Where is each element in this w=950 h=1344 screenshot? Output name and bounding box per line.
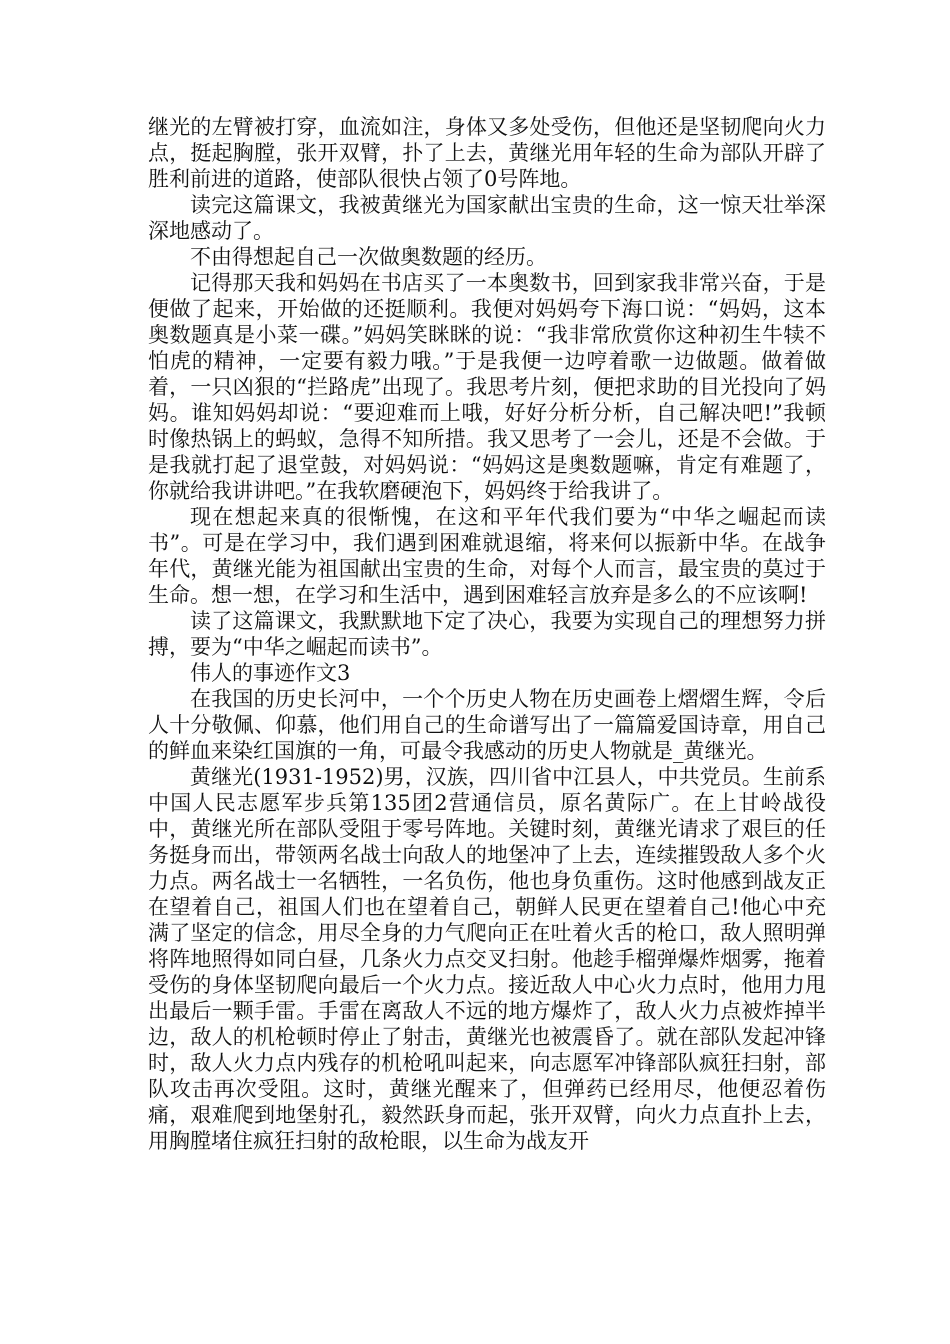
paragraph-3: 不由得想起自己一次做奥数题的经历。 [190, 245, 547, 269]
paragraph-6: 读了这篇课文，我默默地下定了决心，我要为实现自己的理想努力拼搏，要为“中华之崛起而读书”。 [148, 609, 826, 659]
paragraph-4: 记得那天我和妈妈在书店买了一本奥数书，回到家我非常兴奋，于是便做了起来，开始做的还挺顺利。我便对妈妈夸下海口说：“妈妈，这本奥数题真是小菜一碟。”妈妈笑眯眯的说：“我非常欣赏你这种初生牛犊不怕虎的精神，一定要有毅力哦。”于是我便一边哼着歌一边做题。做着做着，一只凶狠的“拦路虎”出现了。我思考片刻，便把求助的目光投向了妈妈。谁知妈妈却说：“要迎难而上哦，好好分析分析，自己解决吧!”我顿时像热锅上的蚂蚁，急得不知所措。我又思考了一会儿，还是不会做。于是我就打起了退堂鼓，对妈妈说：“妈妈这是奥数题嘛，肯定有难题了，你就给我讲讲吧。”在我软磨硬泡下，妈妈终于给我讲了。 [148, 271, 826, 503]
document-page [148, 114, 826, 1154]
paragraph-1: 继光的左臂被打穿，血流如注，身体又多处受伤，但他还是坚韧爬向火力点，挺起胸膛，张开双臂，扑了上去，黄继光用年轻的生命为部队开辟了胜利前进的道路，使部队很快占领了0号阵地。 [148, 115, 826, 191]
paragraph-8: 黄继光(1931-1952)男，汉族，四川省中江县人，中共党员。生前系中国人民志愿军步兵第135团2营通信员，原名黄际广。在上甘岭战役中，黄继光所在部队受阻于零号阵地。关键时刻，黄继光请求了艰巨的任务挺身而出，带领两名战士向敌人的地堡冲了上去，连续摧毁敌人多个火力点。两名战士一名牺牲，一名负伤，他也身负重伤。这时他感到战友正在望着自己，祖国人们也在望着自己，朝鲜人民更在望着自己!他心中充满了坚定的信念，用尽全身的力气爬向正在吐着火舌的枪口，敌人照明弹将阵地照得如同白昼，几条火力点交叉扫射。他趁手榴弹爆炸烟雾，拖着受伤的身体坚韧爬向最后一个火力点。接近敌人中心火力点时，他用力甩出最后一颗手雷。手雷在离敌人不远的地方爆炸了，敌人火力点被炸掉半边，敌人的机枪顿时停止了射击，黄继光也被震昏了。就在部队发起冲锋时，敌人火力点内残存的机枪吼叫起来，向志愿军冲锋部队疯狂扫射，部队攻击再次受阻。这时，黄继光醒来了，但弹药已经用尽，他便忍着伤痛，艰难爬到地堡射孔，毅然跃身而起，张开双臂，向火力点直扑上去，用胸膛堵住疯狂扫射的敌枪眼，以生命为战友开 [148, 765, 826, 1153]
section-heading: 伟人的事迹作文3 [190, 661, 351, 685]
paragraph-7: 在我国的历史长河中，一个个历史人物在历史画卷上熠熠生辉，令后人十分敬佩、仰慕，他们用自己的生命谱写出了一篇篇爱国诗章，用自己的鲜血来染红国旗的一角，可最令我感动的历史人物就是_黄继光。 [148, 687, 826, 763]
paragraph-2: 读完这篇课文，我被黄继光为国家献出宝贵的生命，这一惊天壮举深深地感动了。 [148, 193, 826, 243]
paragraph-5: 现在想起来真的很惭愧，在这和平年代我们要为“中华之崛起而读书”。可是在学习中，我们遇到困难就退缩，将来何以振新中华。在战争年代，黄继光能为祖国献出宝贵的生命，对每个人而言，最宝贵的莫过于生命。想一想，在学习和生活中，遇到困难轻言放弃是多么的不应该啊! [148, 505, 826, 607]
